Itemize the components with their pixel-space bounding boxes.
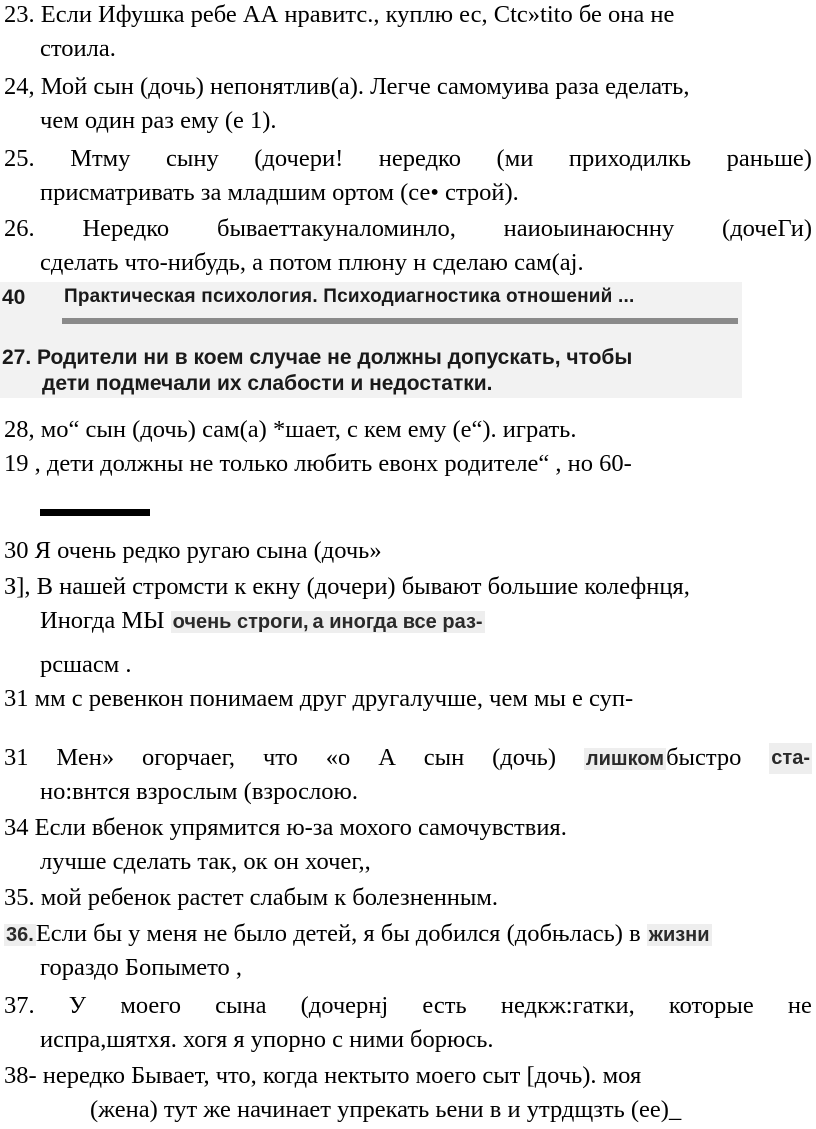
item-26-word: наиоыинаюснну: [503, 215, 675, 242]
item-37-word: сына: [215, 992, 267, 1019]
item-27-line-1: 27. Родители ни в коем случае не должны допускать, чтобы: [2, 346, 633, 369]
item-31-line-3: рсшасм .: [40, 651, 132, 678]
item-32-word: [584, 743, 741, 774]
item-38-line-2: (жена) тут же начинает упрекать ьени в и утрдщзть (ее)_: [90, 1096, 682, 1123]
item-28: 28, мо“ сын (дочь) сам(а) *шает, с кем ему (е“). играть.: [4, 416, 577, 443]
black-bar-mark: [40, 509, 150, 516]
item-24-line-2: чем один раз ему (е 1).: [40, 107, 277, 134]
item-25-word: Мтму: [70, 145, 131, 172]
item-25-word: нередко: [378, 145, 461, 172]
item-36-line-2: гораздо Бопымето ,: [40, 954, 243, 981]
item-37-word: 37.: [4, 992, 35, 1019]
item-37-word: недкж:гатки,: [500, 992, 635, 1019]
scanned-book-excerpt: [0, 282, 742, 398]
item-31-line-2: [40, 606, 485, 637]
item-32-word: огорчаег,: [141, 744, 236, 771]
item-26-word: (дочеГи): [722, 215, 812, 242]
item-25-number: 25.: [4, 145, 35, 172]
item-35: 35. мой ребенок растет слабым к болезненным.: [4, 884, 499, 911]
item-31-text: Иногда МЫ: [40, 607, 171, 634]
item-31-line-1: З], В нашей стромсти к екну (дочери) бывают большие колефнця,: [4, 573, 690, 600]
scanned-fragment: лишком: [585, 748, 665, 770]
item-23-line-1: 23. Если Ифушка ребе АА нравитс., куплю ес, Ctc»tito бе она не: [4, 1, 675, 28]
item-24-line-1: 24, Мой сын (дочь) непонятлив(а). Легче самомуива раза еделать,: [4, 73, 690, 100]
item-37-word: не: [787, 992, 812, 1019]
item-37-line-2: испра,шятхя. хогя я упорно с ними борюсь.: [40, 1026, 494, 1053]
book-page-number: 40: [2, 286, 26, 309]
item-26-line-1: [4, 214, 812, 244]
item-32-word: 31: [4, 744, 29, 771]
item-25-word: (дочери!: [254, 145, 344, 172]
item-25-word: сыну: [166, 145, 219, 172]
item-32-word: сын: [423, 744, 465, 771]
item-25-word: (ми: [496, 145, 534, 172]
scanned-fragment: очень строги,: [172, 611, 309, 633]
item-32-word: «о: [325, 744, 351, 771]
scanned-fragment: ста-: [769, 743, 812, 774]
item-27-line-2: дети подмечали их слабости и недостатки.: [42, 372, 493, 395]
item-32-line-2: но:внтся взрослым (взрослою.: [40, 778, 358, 805]
item-26-word: Нередко: [82, 215, 170, 242]
item-32-text: быстро: [666, 744, 742, 771]
scanned-fragment: а иногда все раз-: [312, 611, 483, 633]
item-23-line-2: стоила.: [40, 35, 116, 62]
item-32-word: что: [262, 744, 298, 771]
item-37-word: (дочернј: [300, 992, 389, 1019]
item-25-line-2: присматривать за младшим ортом (се• строй).: [40, 179, 519, 206]
item-31b: 31 мм с ревенкон понимаем друг другалучше, чем мы е суп-: [4, 685, 634, 712]
item-32-word: Мен»: [56, 744, 115, 771]
item-38-line-1: 38- нередко Бывает, что, когда нектыто моего сыт [дочь). моя: [4, 1062, 642, 1089]
scanned-fragment: жизни: [648, 924, 710, 946]
item-32-line-1: [4, 743, 812, 774]
item-25-line-1: [4, 144, 812, 174]
item-34-line-1: 34 Если вбенок упрямится ю-за мохого самочувствия.: [4, 814, 567, 841]
item-37-word: моего: [120, 992, 181, 1019]
item-37-line-1: [4, 991, 812, 1021]
header-rule: [62, 318, 738, 324]
item-36-line-1: [4, 919, 712, 950]
item-37-word: У: [68, 992, 87, 1019]
item-26-number: 26.: [4, 215, 35, 242]
item-29: 19 , дети должны не только любить евонх родителе“ , но 60-: [4, 450, 632, 477]
item-32-word: (дочь): [492, 744, 557, 771]
item-37-word: есть: [422, 992, 467, 1019]
item-37-word: которые: [668, 992, 754, 1019]
book-running-header: Практическая психология. Психодиагностика отношений ...: [64, 286, 635, 307]
item-26-line-2: сделать что-нибудь, а потом плюну н сделаю сам(аj.: [40, 249, 584, 276]
item-30: 30 Я очень редко ругаю сына (дочь»: [4, 537, 382, 564]
item-36-number: 36.: [6, 924, 34, 946]
item-25-word: раньше): [726, 145, 812, 172]
item-26-word: бываеттакуналоминло,: [217, 215, 456, 242]
item-34-line-2: лучше сделать так, ок он хочег,,: [40, 848, 371, 875]
item-25-word: приходилкь: [568, 145, 692, 172]
item-36-text: Если бы у меня не было детей, я бы добился (добњлась) в: [35, 920, 647, 947]
item-32-word: А: [378, 744, 396, 771]
